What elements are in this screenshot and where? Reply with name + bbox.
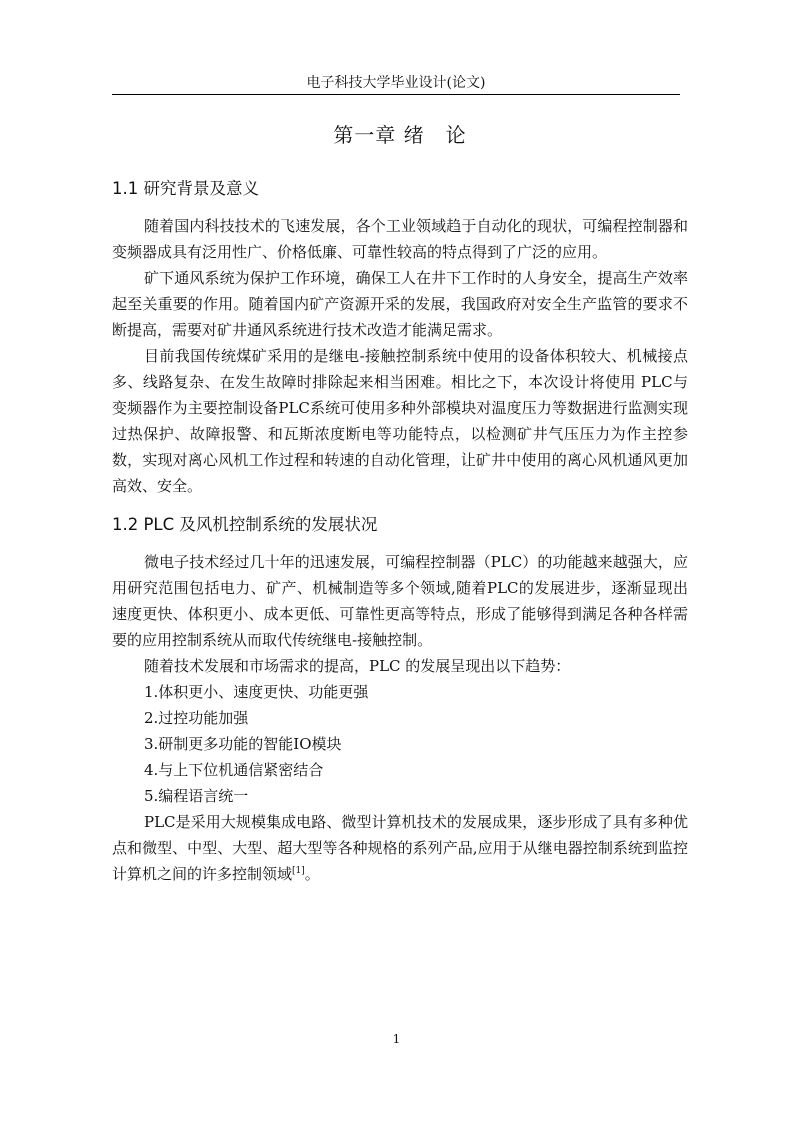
paragraph: 目前我国传统煤矿采用的是继电-接触控制系统中使用的设备体积较大、机械接点多、线路复杂、在发生故障时排除起来相当困难。相比之下，本次设计将使用 PLC与变频器作为主要控制设备PLC系统可使用多种外部模块对温度压力等数据进行监测实现过热保护、故障报警、和瓦斯浓度断电等功能特点，以检测矿井气压压力为作主控参数，实现对离心风机工作过程和转速的自动化管理，让矿井中使用的离心风机通风更加高效、安全。 <box>112 347 688 495</box>
section-heading-1-2: 1.2 PLC 及风机控制系统的发展状况 <box>112 515 378 534</box>
trend-list-item: 4.与上下位机通信紧密结合 <box>144 761 324 779</box>
paragraph: 矿下通风系统为保护工作环境，确保工人在井下工作时的人身安全，提高生产效率起至关重要的作用。随着国内矿产资源开采的发展，我国政府对安全生产监管的要求不断提高，需要对矿井通风系统进行技术改造才能满足需求。 <box>112 269 688 339</box>
paragraph: 随着技术发展和市场需求的提高，PLC 的发展呈现出以下趋势： <box>144 657 571 675</box>
header-rule <box>112 94 680 95</box>
closing-paragraph <box>112 809 688 887</box>
closing-paragraph-tail: 。 <box>304 865 320 883</box>
chapter-title: 第一章 绪 论 <box>333 123 467 147</box>
trend-list-item: 1.体积更小、速度更快、功能更强 <box>144 683 369 701</box>
paragraph: 微电子技术经过几十年的迅速发展，可编程控制器（PLC）的功能越来越强大，应用研究范围包括电力、矿产、机械制造等多个领域,随着PLC的发展进步，逐渐显现出速度更快、体积更小、成本更低、可靠性更高等特点，形成了能够得到满足各种各样需要的应用控制系统从而取代传统继电-接触控制。 <box>112 553 688 649</box>
citation-reference[interactable]: [1] <box>292 866 305 876</box>
trend-list-item: 2.过控功能加强 <box>144 709 249 727</box>
closing-paragraph-text: PLC是采用大规模集成电路、微型计算机技术的发展成果，逐步形成了具有多种优点和微型、中型、大型、超大型等各种规格的系列产品,应用于从继电器控制系统到监控计算机之间的许多控制领域 <box>112 813 688 883</box>
trend-list-item: 3.研制更多功能的智能IO模块 <box>144 735 342 753</box>
page-content <box>112 120 688 887</box>
trend-list-item: 5.编程语言统一 <box>144 787 249 805</box>
section-heading-1-1: 1.1 研究背景及意义 <box>112 179 259 198</box>
running-header: 电子科技大学毕业设计(论文) <box>306 75 486 91</box>
paragraph: 随着国内科技技术的飞速发展，各个工业领域趋于自动化的现状，可编程控制器和变频器成具有泛用性广、价格低廉、可靠性较高的特点得到了广泛的应用。 <box>112 217 688 261</box>
page-number: 1 <box>392 1032 401 1046</box>
